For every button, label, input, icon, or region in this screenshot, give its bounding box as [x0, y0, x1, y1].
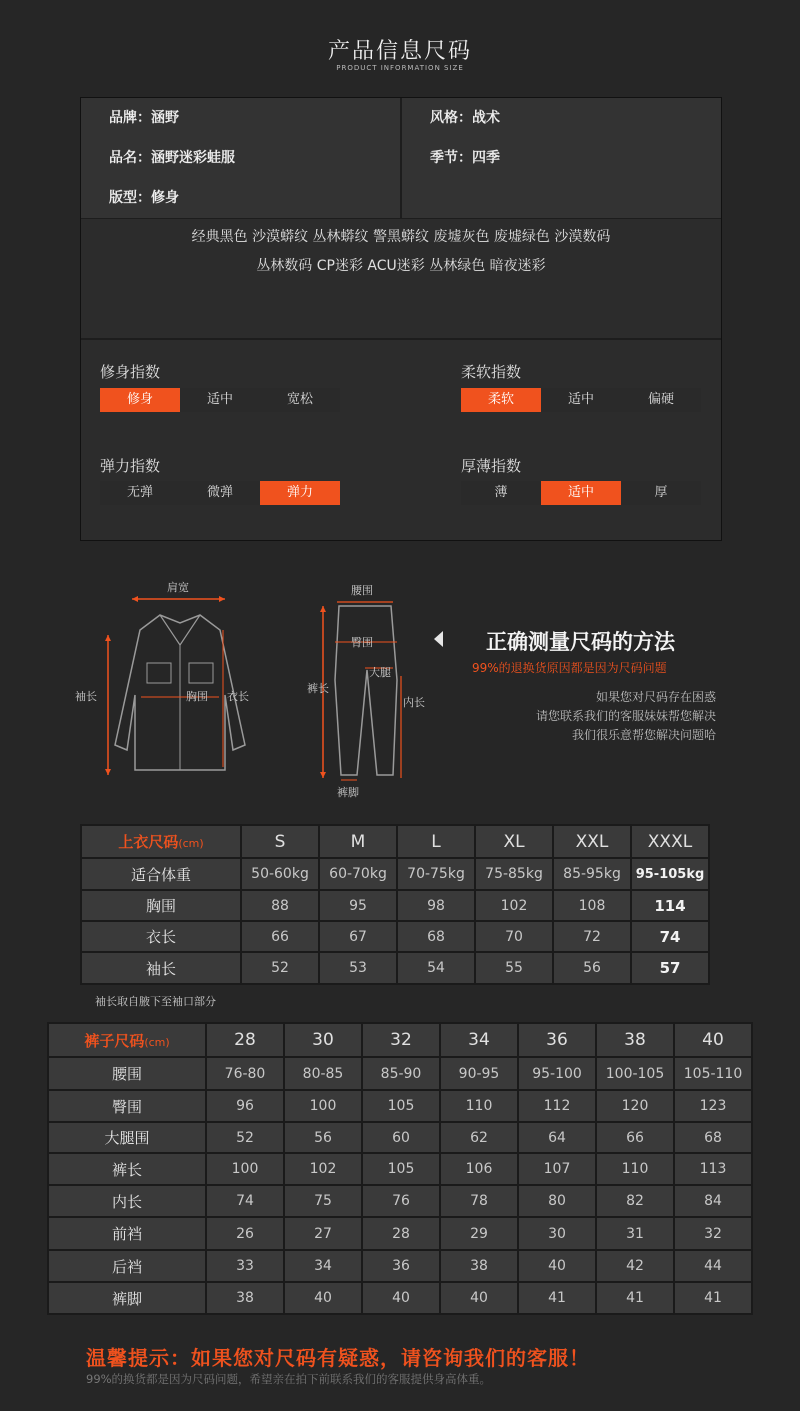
top-size-table [80, 824, 710, 985]
table-cell: 80-85 [284, 1057, 362, 1090]
warm-tip: 温馨提示：如果您对尺码有疑惑，请咨询我们的客服！ [86, 1346, 590, 1370]
table-cell: 66 [596, 1122, 674, 1153]
fit-index-bar [100, 388, 340, 412]
table-cell: 68 [674, 1122, 752, 1153]
elastic-index-option: 无弹 [100, 481, 180, 505]
colors-line-1: 经典黑色 沙漠蟒纹 丛林蟒纹 警黑蟒纹 废墟灰色 废墟绿色 沙漠数码 [191, 229, 611, 245]
table-cell: 90-95 [440, 1057, 518, 1090]
table-cell: 112 [518, 1090, 596, 1122]
table-cell: 54 [397, 952, 475, 984]
table-cell: 40 [440, 1282, 518, 1314]
table-cell: 55 [475, 952, 553, 984]
table-cell: 100 [284, 1090, 362, 1122]
colors-line-2: 丛林数码 CP迷彩 ACU迷彩 丛林绿色 暗夜迷彩 [256, 258, 546, 274]
row-label: 适合体重 [81, 858, 241, 890]
soft-index-option: 适中 [541, 388, 621, 412]
table-cell: 76-80 [206, 1057, 284, 1090]
soft-index-option: 偏硬 [621, 388, 701, 412]
product-info-panel [80, 97, 722, 541]
table-cell: 64 [518, 1122, 596, 1153]
style-text: 风格：战术 [430, 110, 500, 126]
table-row [81, 858, 709, 890]
thickness-index-bar [461, 481, 701, 505]
brand-text: 品牌：涵野 [109, 110, 179, 126]
method-subtitle: 99%的退换货原因都是因为尺码问题 [472, 661, 667, 675]
divider [81, 338, 721, 340]
method-note-line: 如果您对尺码存在困惑 [595, 690, 716, 704]
color-options [81, 223, 721, 281]
row-label: 胸围 [81, 890, 241, 921]
table-cell: 82 [596, 1185, 674, 1217]
table-cell: 40 [362, 1282, 440, 1314]
table-cell: 108 [553, 890, 631, 921]
table-row [81, 890, 709, 921]
table-cell: 41 [674, 1282, 752, 1314]
table-cell: 62 [440, 1122, 518, 1153]
table-cell: 76 [362, 1185, 440, 1217]
size-header: XL [475, 825, 553, 858]
shirt-illustration [75, 575, 265, 785]
table-cell: 102 [475, 890, 553, 921]
table-header-row [48, 1023, 752, 1057]
table-cell: 105 [362, 1090, 440, 1122]
table-cell: 57 [631, 952, 709, 984]
elastic-index-option: 微弹 [180, 481, 260, 505]
size-header: 36 [518, 1023, 596, 1057]
info-row-name [81, 138, 721, 179]
hip-label: 臀围 [351, 636, 373, 649]
size-header: 28 [206, 1023, 284, 1057]
table-cell: 30 [518, 1217, 596, 1250]
pants-length-label: 裤长 [307, 682, 329, 695]
method-title: 正确测量尺码的方法 [486, 630, 675, 654]
waist-label: 腰围 [351, 584, 373, 597]
elastic-index-bar [100, 481, 340, 505]
table-cell: 33 [206, 1250, 284, 1282]
row-label: 前裆 [48, 1217, 206, 1250]
table-cell: 74 [631, 921, 709, 952]
name-text: 品名：涵野迷彩蛙服 [109, 150, 235, 166]
page-title: 产品信息尺码 [327, 39, 472, 64]
sleeve-label: 袖长 [75, 690, 97, 703]
table-cell: 120 [596, 1090, 674, 1122]
table-cell: 85-90 [362, 1057, 440, 1090]
chest-label: 胸围 [186, 690, 208, 703]
pants-size-table [47, 1022, 753, 1315]
table-cell: 74 [206, 1185, 284, 1217]
table-cell: 100 [206, 1153, 284, 1185]
table-cell: 114 [631, 890, 709, 921]
table-header-row [81, 825, 709, 858]
arrow-left-icon [434, 631, 443, 647]
pants-table-unit: (cm) [144, 1035, 170, 1049]
fit-index-option: 宽松 [260, 388, 340, 412]
size-header: 40 [674, 1023, 752, 1057]
table-cell: 70-75kg [397, 858, 475, 890]
table-cell: 85-95kg [553, 858, 631, 890]
soft-index-label: 柔软指数 [461, 363, 522, 381]
fit-index-option: 修身 [100, 388, 180, 412]
table-cell: 102 [284, 1153, 362, 1185]
table-cell: 28 [362, 1217, 440, 1250]
row-label: 内长 [48, 1185, 206, 1217]
table-cell: 26 [206, 1217, 284, 1250]
table-cell: 72 [553, 921, 631, 952]
soft-index-bar [461, 388, 701, 412]
table-cell: 56 [284, 1122, 362, 1153]
method-note-line: 我们很乐意帮您解决问题哈 [571, 728, 716, 742]
fit-index-option: 适中 [180, 388, 260, 412]
size-header: 30 [284, 1023, 362, 1057]
thickness-index-label: 厚薄指数 [461, 457, 522, 475]
length-label: 衣长 [227, 690, 249, 703]
soft-index-option: 柔软 [461, 388, 541, 412]
table-cell: 110 [596, 1153, 674, 1185]
table-cell: 107 [518, 1153, 596, 1185]
size-header: S [241, 825, 319, 858]
table-cell: 113 [674, 1153, 752, 1185]
table-cell: 42 [596, 1250, 674, 1282]
top-table-corner [81, 825, 241, 858]
table-cell: 84 [674, 1185, 752, 1217]
table-cell: 40 [284, 1282, 362, 1314]
row-label: 裤脚 [48, 1282, 206, 1314]
pants-table-title: 裤子尺码 [84, 1031, 145, 1050]
table-cell: 41 [518, 1282, 596, 1314]
table-cell: 41 [596, 1282, 674, 1314]
table-cell: 106 [440, 1153, 518, 1185]
row-label: 臀围 [48, 1090, 206, 1122]
row-label: 腰围 [48, 1057, 206, 1090]
table-row [48, 1217, 752, 1250]
size-header: 34 [440, 1023, 518, 1057]
table-cell: 68 [397, 921, 475, 952]
size-header: M [319, 825, 397, 858]
table-cell: 75 [284, 1185, 362, 1217]
table-cell: 34 [284, 1250, 362, 1282]
shirt-measurement-diagram [75, 575, 265, 785]
table-cell: 105 [362, 1153, 440, 1185]
table-cell: 52 [241, 952, 319, 984]
thickness-index-option: 薄 [461, 481, 541, 505]
size-header: 38 [596, 1023, 674, 1057]
table-cell: 31 [596, 1217, 674, 1250]
table-cell: 105-110 [674, 1057, 752, 1090]
size-header: XXXL [631, 825, 709, 858]
table-row [48, 1090, 752, 1122]
row-label: 袖长 [81, 952, 241, 984]
warm-tip-sub: 99%的换货都是因为尺码问题，希望亲在拍下前联系我们的客服提供身高体重。 [86, 1372, 492, 1386]
row-label: 裤长 [48, 1153, 206, 1185]
table-cell: 96 [206, 1090, 284, 1122]
size-header: L [397, 825, 475, 858]
row-label: 衣长 [81, 921, 241, 952]
table-cell: 60 [362, 1122, 440, 1153]
table-cell: 95-105kg [631, 858, 709, 890]
table-row [48, 1153, 752, 1185]
divider [400, 178, 402, 218]
top-table-unit: (cm) [178, 837, 204, 850]
info-row-fit [81, 178, 721, 219]
table-cell: 75-85kg [475, 858, 553, 890]
pants-measurement-diagram [305, 580, 435, 800]
size-header: 32 [362, 1023, 440, 1057]
row-label: 后裆 [48, 1250, 206, 1282]
table-cell: 36 [362, 1250, 440, 1282]
method-note-line: 请您联系我们的客服妹妹帮您解决 [535, 709, 716, 723]
table-cell: 98 [397, 890, 475, 921]
table-cell: 95-100 [518, 1057, 596, 1090]
sleeve-note: 袖长取自腋下至袖口部分 [95, 995, 216, 1008]
table-cell: 38 [440, 1250, 518, 1282]
table-cell: 29 [440, 1217, 518, 1250]
season-text: 季节：四季 [430, 150, 500, 166]
inseam-label: 内长 [403, 696, 425, 709]
table-cell: 40 [518, 1250, 596, 1282]
elastic-index-label: 弹力指数 [100, 457, 161, 475]
table-row [48, 1122, 752, 1153]
fit-index-label: 修身指数 [100, 363, 161, 381]
table-row [81, 921, 709, 952]
table-cell: 44 [674, 1250, 752, 1282]
table-cell: 100-105 [596, 1057, 674, 1090]
hem-label: 裤脚 [337, 786, 359, 799]
table-cell: 38 [206, 1282, 284, 1314]
table-cell: 70 [475, 921, 553, 952]
table-cell: 110 [440, 1090, 518, 1122]
table-cell: 80 [518, 1185, 596, 1217]
table-row [48, 1250, 752, 1282]
thickness-index-option: 厚 [621, 481, 701, 505]
table-cell: 56 [553, 952, 631, 984]
table-cell: 78 [440, 1185, 518, 1217]
thickness-index-option: 适中 [541, 481, 621, 505]
thigh-label: 大腿 [369, 666, 391, 679]
table-row [48, 1057, 752, 1090]
table-cell: 67 [319, 921, 397, 952]
elastic-index-option: 弹力 [260, 481, 340, 505]
method-note [480, 688, 716, 745]
table-cell: 53 [319, 952, 397, 984]
table-cell: 50-60kg [241, 858, 319, 890]
table-cell: 123 [674, 1090, 752, 1122]
table-row [48, 1185, 752, 1217]
table-cell: 27 [284, 1217, 362, 1250]
size-header: XXL [553, 825, 631, 858]
table-row [81, 952, 709, 984]
row-label: 大腿围 [48, 1122, 206, 1153]
table-cell: 32 [674, 1217, 752, 1250]
fit-text: 版型：修身 [109, 190, 179, 206]
table-cell: 52 [206, 1122, 284, 1153]
info-row-brand [81, 98, 721, 139]
table-cell: 88 [241, 890, 319, 921]
page-subtitle: PRODUCT INFORMATION SIZE [336, 64, 464, 72]
shoulder-label: 肩宽 [167, 581, 189, 594]
top-table-title: 上衣尺码 [118, 833, 179, 851]
table-cell: 95 [319, 890, 397, 921]
table-row [48, 1282, 752, 1314]
table-cell: 66 [241, 921, 319, 952]
table-cell: 60-70kg [319, 858, 397, 890]
pants-table-corner [48, 1023, 206, 1057]
